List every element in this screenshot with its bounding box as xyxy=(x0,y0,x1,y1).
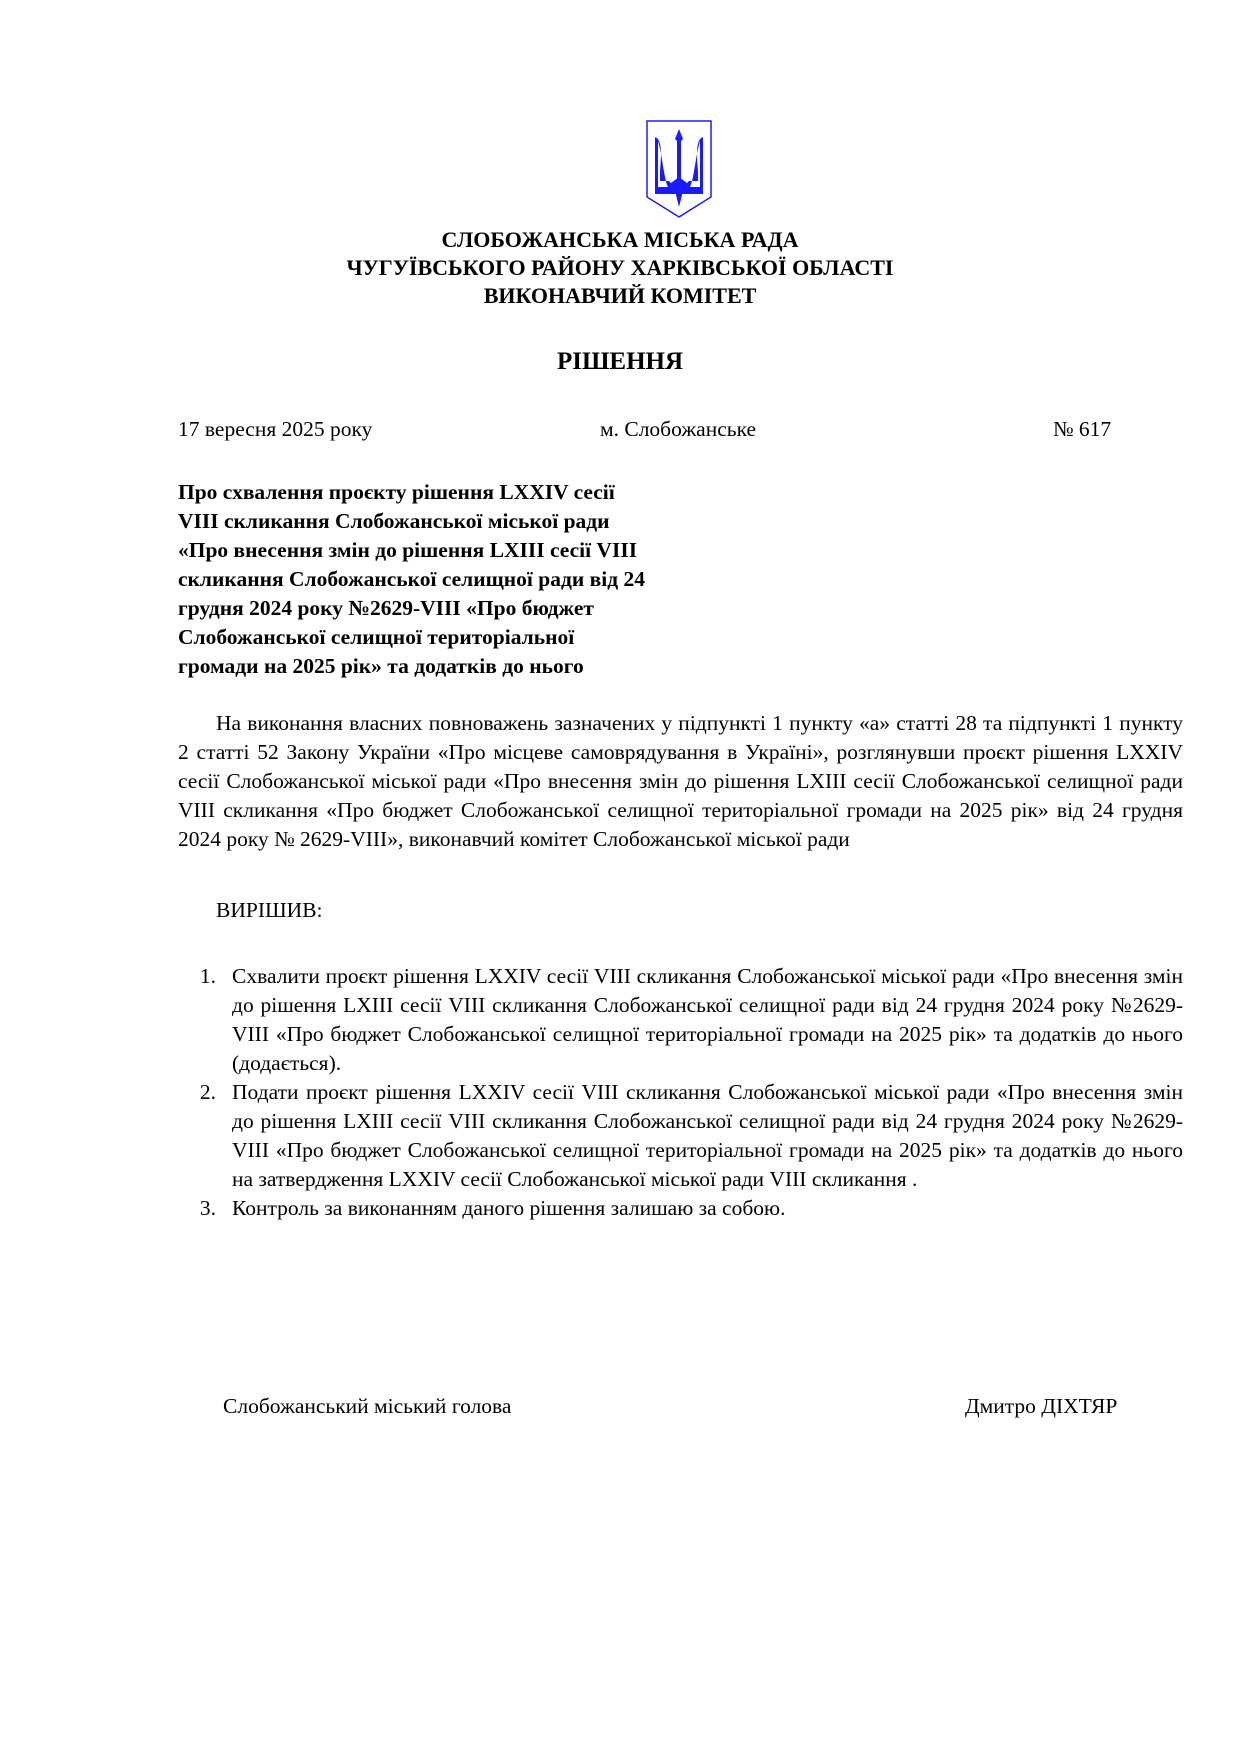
subject-line: Про схвалення проєкту рішення LXXIV сесії xyxy=(178,480,615,504)
item-text: Схвалити проєкт рішення LXXIV сесії VIII скликання Слобожанської міської ради «Про внесення змін до рішення LXIII сесії VIII скликання Слобожанської селищної ради від 24 грудня 2024 року №2629-VIII «Про бюджет Слобожанської селищної територіальної громади на 2025 рік» та додатків до нього (додається). xyxy=(232,964,1183,1075)
subject-line: грудня 2024 року №2629-VIII «Про бюджет xyxy=(178,596,594,620)
coat-of-arms-icon xyxy=(645,119,713,219)
council-name: СЛОБОЖАНСЬКА МІСЬКА РАДА xyxy=(441,227,799,252)
signatory-position: Слобожанський міський голова xyxy=(223,1394,512,1418)
list-item xyxy=(178,1194,1183,1223)
list-item xyxy=(178,962,1183,1078)
subject-line: «Про внесення змін до рішення LXIII сесії VIII xyxy=(178,538,638,562)
decision-subject xyxy=(178,478,778,681)
item-number: 2. xyxy=(199,1080,216,1104)
document-title: РІШЕННЯ xyxy=(556,348,684,375)
subject-line: скликання Слобожанської селищної ради від 24 xyxy=(178,567,645,591)
item-text: Подати проєкт рішення LXXIV сесії VIII скликання Слобожанської міської ради «Про внесення змін до рішення LXIII сесії VIII скликання Слобожанської селищної ради від 24 грудня 2024 року №2629-VIII «Про бюджет Слобожанської селищної територіальної громади на 2025 рік» та додатків до нього на затвердження LXXIV сесії Слобожанської міської ради VIII скликання . xyxy=(232,1080,1183,1191)
resolution-list xyxy=(178,962,1183,1223)
district-name: ЧУГУЇВСЬКОГО РАЙОНУ ХАРКІВСЬКОЇ ОБЛАСТІ xyxy=(346,255,894,280)
item-number: 3. xyxy=(199,1196,216,1220)
item-number: 1. xyxy=(199,964,216,988)
subject-line: громади на 2025 рік» та додатків до нього xyxy=(178,654,584,678)
subject-line: Слобожанської селищної територіальної xyxy=(178,625,575,649)
committee-name: ВИКОНАВЧИЙ КОМІТЕТ xyxy=(483,283,757,308)
list-item xyxy=(178,1078,1183,1194)
resolved-heading: ВИРІШИВ: xyxy=(216,898,323,922)
decision-date: 17 вересня 2025 року xyxy=(178,417,373,441)
decision-number: № 617 xyxy=(1053,417,1112,441)
signatory-name: Дмитро ДІХТЯР xyxy=(965,1394,1118,1418)
decision-place: м. Слобожанське xyxy=(600,417,757,441)
preamble-paragraph: На виконання власних повноважень зазначених у підпункті 1 пункту «а» статті 28 та підпункті 1 пункту 2 статті 52 Закону України «Про місцеве самоврядування в Україні», розглянувши проєкт рішення LXXIV сесії Слобожанської міської ради «Про внесення змін до рішення LXIII сесії Слобожанської селищної ради VIII скликання «Про бюджет Слобожанської селищної територіальної громади на 2025 рік» від 24 грудня 2024 року № 2629-VIII», виконавчий комітет Слобожанської міської ради xyxy=(178,711,1183,851)
subject-line: VIII скликання Слобожанської міської ради xyxy=(178,509,610,533)
item-text: Контроль за виконанням даного рішення залишаю за собою. xyxy=(232,1196,786,1220)
